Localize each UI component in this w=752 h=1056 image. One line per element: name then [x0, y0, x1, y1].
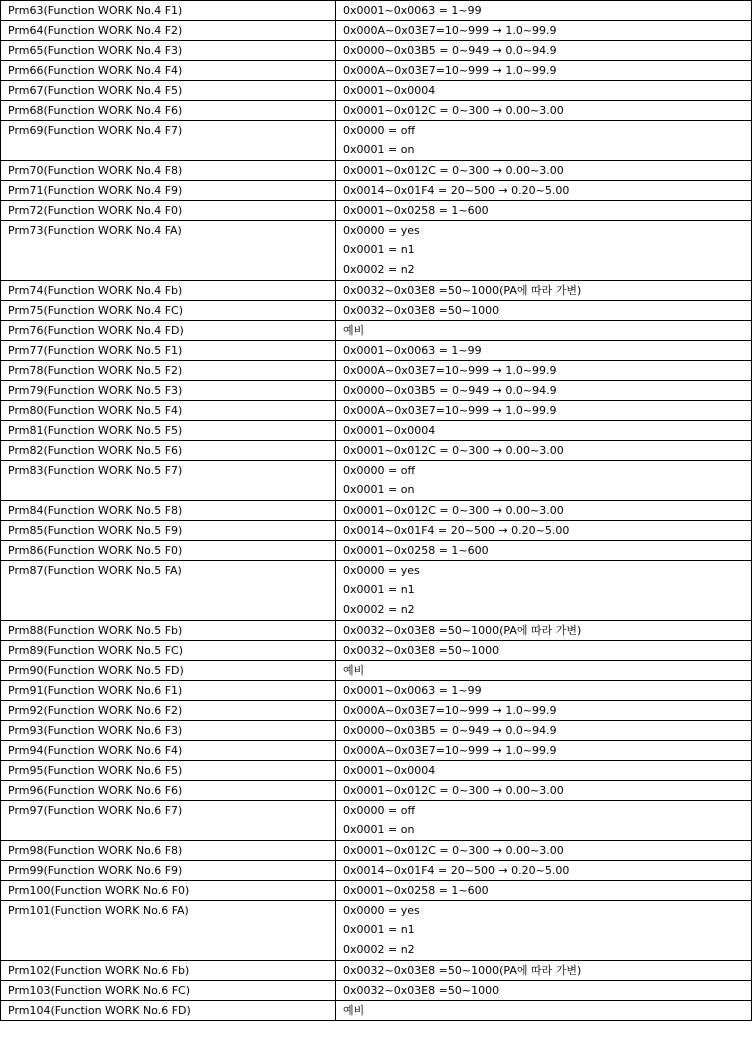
parameter-name: Prm92(Function WORK No.6 F2) [8, 704, 183, 717]
value-cell [336, 101, 752, 121]
parameter-cell [1, 521, 336, 541]
value-line: 0x0000 = off [343, 804, 416, 817]
value-cell [336, 801, 752, 841]
value-cell [336, 381, 752, 401]
parameter-name: Prm71(Function WORK No.4 F9) [8, 184, 183, 197]
table-row [1, 781, 752, 801]
parameter-name: Prm95(Function WORK No.6 F5) [8, 764, 183, 777]
parameter-name: Prm75(Function WORK No.4 FC) [8, 304, 184, 317]
table-row [1, 381, 752, 401]
parameter-cell [1, 961, 336, 981]
value-line: 0x0001~0x012C = 0~300 → 0.00~3.00 [343, 784, 564, 797]
value-cell [336, 281, 752, 301]
parameter-name: Prm83(Function WORK No.5 F7) [8, 464, 183, 477]
parameter-cell [1, 621, 336, 641]
table-row [1, 81, 752, 101]
parameter-cell [1, 981, 336, 1001]
parameter-cell [1, 161, 336, 181]
parameter-cell [1, 281, 336, 301]
parameter-cell [1, 881, 336, 901]
value-cell [336, 761, 752, 781]
parameter-name: Prm96(Function WORK No.6 F6) [8, 784, 183, 797]
parameter-cell [1, 801, 336, 841]
value-cell [336, 221, 752, 281]
parameter-cell [1, 681, 336, 701]
table-row [1, 721, 752, 741]
value-line: 0x0001~0x0004 [343, 84, 436, 97]
parameter-cell [1, 381, 336, 401]
table-row [1, 761, 752, 781]
value-cell [336, 61, 752, 81]
value-line: 0x0001 = on [343, 143, 415, 156]
table-row [1, 441, 752, 461]
value-cell [336, 741, 752, 761]
value-line: 0x0001 = n1 [343, 923, 415, 936]
value-cell [336, 901, 752, 961]
parameter-name: Prm104(Function WORK No.6 FD) [8, 1004, 191, 1017]
parameter-cell [1, 1001, 336, 1021]
value-cell [336, 121, 752, 161]
value-line: 0x000A~0x03E7=10~999 → 1.0~99.9 [343, 404, 557, 417]
value-cell [336, 41, 752, 61]
value-line: 0x0001~0x0063 = 1~99 [343, 684, 482, 697]
parameter-name: Prm80(Function WORK No.5 F4) [8, 404, 183, 417]
value-cell [336, 561, 752, 621]
parameter-cell [1, 21, 336, 41]
value-line: 0x0001~0x0063 = 1~99 [343, 344, 482, 357]
table-row [1, 841, 752, 861]
table-row [1, 881, 752, 901]
parameter-table-body [1, 1, 752, 1021]
value-line: 0x0032~0x03E8 =50~1000 [343, 984, 500, 997]
parameter-cell [1, 461, 336, 501]
parameter-cell [1, 181, 336, 201]
table-row [1, 801, 752, 841]
parameter-cell [1, 401, 336, 421]
value-line: 0x000A~0x03E7=10~999 → 1.0~99.9 [343, 704, 557, 717]
value-cell [336, 201, 752, 221]
value-cell [336, 841, 752, 861]
value-cell [336, 181, 752, 201]
parameter-name: Prm94(Function WORK No.6 F4) [8, 744, 183, 757]
parameter-cell [1, 561, 336, 621]
table-row [1, 41, 752, 61]
parameter-name: Prm91(Function WORK No.6 F1) [8, 684, 183, 697]
value-cell [336, 961, 752, 981]
parameter-cell [1, 361, 336, 381]
value-line: 0x0001~0x0004 [343, 424, 436, 437]
value-line: 0x000A~0x03E7=10~999 → 1.0~99.9 [343, 24, 557, 37]
value-line: 0x0000~0x03B5 = 0~949 → 0.0~94.9 [343, 44, 557, 57]
value-line: 0x0014~0x01F4 = 20~500 → 0.20~5.00 [343, 524, 570, 537]
parameter-name: Prm85(Function WORK No.5 F9) [8, 524, 183, 537]
table-row [1, 21, 752, 41]
value-line: 예비 [343, 1004, 365, 1017]
value-cell [336, 321, 752, 341]
parameter-cell [1, 641, 336, 661]
value-cell [336, 341, 752, 361]
table-row [1, 1001, 752, 1021]
parameter-name: Prm101(Function WORK No.6 FA) [8, 904, 189, 917]
table-row [1, 661, 752, 681]
parameter-name: Prm86(Function WORK No.5 F0) [8, 544, 183, 557]
parameter-cell [1, 201, 336, 221]
table-row [1, 521, 752, 541]
value-line: 0x0001~0x012C = 0~300 → 0.00~3.00 [343, 844, 564, 857]
value-cell [336, 521, 752, 541]
parameter-name: Prm99(Function WORK No.6 F9) [8, 864, 183, 877]
parameter-name: Prm103(Function WORK No.6 FC) [8, 984, 190, 997]
value-cell [336, 1001, 752, 1021]
parameter-name: Prm97(Function WORK No.6 F7) [8, 804, 183, 817]
value-line: 0x0001~0x012C = 0~300 → 0.00~3.00 [343, 104, 564, 117]
table-row [1, 301, 752, 321]
parameter-name: Prm68(Function WORK No.4 F6) [8, 104, 183, 117]
parameter-cell [1, 761, 336, 781]
parameter-name: Prm72(Function WORK No.4 F0) [8, 204, 183, 217]
value-line: 예비 [343, 324, 365, 337]
value-line: 0x0000 = off [343, 464, 416, 477]
value-cell [336, 501, 752, 521]
parameter-name: Prm63(Function WORK No.4 F1) [8, 4, 183, 17]
table-row [1, 621, 752, 641]
parameter-cell [1, 101, 336, 121]
parameter-name: Prm82(Function WORK No.5 F6) [8, 444, 183, 457]
value-line: 0x0002 = n2 [343, 603, 415, 616]
value-cell [336, 621, 752, 641]
value-line: 0x0032~0x03E8 =50~1000 [343, 644, 500, 657]
parameter-name: Prm88(Function WORK No.5 Fb) [8, 624, 183, 637]
value-cell [336, 461, 752, 501]
parameter-name: Prm100(Function WORK No.6 F0) [8, 884, 190, 897]
value-line: 0x000A~0x03E7=10~999 → 1.0~99.9 [343, 744, 557, 757]
parameter-cell [1, 661, 336, 681]
value-cell [336, 981, 752, 1001]
parameter-cell [1, 421, 336, 441]
value-cell [336, 21, 752, 41]
table-row [1, 701, 752, 721]
parameter-cell [1, 221, 336, 281]
table-row [1, 741, 752, 761]
value-line: 0x0032~0x03E8 =50~1000(PA에 따라 가변) [343, 624, 582, 637]
value-cell [336, 861, 752, 881]
parameter-cell [1, 861, 336, 881]
table-row [1, 341, 752, 361]
parameter-cell [1, 121, 336, 161]
parameter-name: Prm84(Function WORK No.5 F8) [8, 504, 183, 517]
parameter-name: Prm89(Function WORK No.5 FC) [8, 644, 184, 657]
value-line: 0x0032~0x03E8 =50~1000(PA에 따라 가변) [343, 964, 582, 977]
table-row [1, 161, 752, 181]
value-cell [336, 81, 752, 101]
value-cell [336, 681, 752, 701]
parameter-name: Prm70(Function WORK No.4 F8) [8, 164, 183, 177]
table-row [1, 101, 752, 121]
parameter-cell [1, 721, 336, 741]
table-row [1, 561, 752, 621]
value-cell [336, 301, 752, 321]
value-line: 0x0000 = off [343, 124, 416, 137]
value-line: 0x0001 = n1 [343, 583, 415, 596]
parameter-cell [1, 841, 336, 861]
table-row [1, 421, 752, 441]
parameter-name: Prm74(Function WORK No.4 Fb) [8, 284, 183, 297]
value-line: 0x0001 = n1 [343, 243, 415, 256]
parameter-name: Prm66(Function WORK No.4 F4) [8, 64, 183, 77]
parameter-name: Prm77(Function WORK No.5 F1) [8, 344, 183, 357]
parameter-name: Prm98(Function WORK No.6 F8) [8, 844, 183, 857]
parameter-name: Prm102(Function WORK No.6 Fb) [8, 964, 190, 977]
value-line: 0x0001~0x0063 = 1~99 [343, 4, 482, 17]
parameter-cell [1, 321, 336, 341]
value-cell [336, 661, 752, 681]
value-line: 0x0002 = n2 [343, 263, 415, 276]
value-cell [336, 161, 752, 181]
parameter-cell [1, 541, 336, 561]
value-line: 0x0014~0x01F4 = 20~500 → 0.20~5.00 [343, 864, 570, 877]
parameter-name: Prm90(Function WORK No.5 FD) [8, 664, 184, 677]
parameter-name: Prm67(Function WORK No.4 F5) [8, 84, 183, 97]
value-line: 0x0001~0x012C = 0~300 → 0.00~3.00 [343, 504, 564, 517]
parameter-name: Prm76(Function WORK No.4 FD) [8, 324, 184, 337]
parameter-name: Prm81(Function WORK No.5 F5) [8, 424, 183, 437]
value-line: 0x0032~0x03E8 =50~1000 [343, 304, 500, 317]
value-cell [336, 361, 752, 381]
parameter-name: Prm73(Function WORK No.4 FA) [8, 224, 182, 237]
table-row [1, 541, 752, 561]
parameter-cell [1, 61, 336, 81]
value-line: 0x0000~0x03B5 = 0~949 → 0.0~94.9 [343, 724, 557, 737]
value-line: 0x0001~0x012C = 0~300 → 0.00~3.00 [343, 444, 564, 457]
table-row [1, 221, 752, 281]
value-line: 0x0001 = on [343, 483, 415, 496]
parameter-name: Prm93(Function WORK No.6 F3) [8, 724, 183, 737]
table-row [1, 281, 752, 301]
value-cell [336, 441, 752, 461]
value-cell [336, 781, 752, 801]
value-line: 0x0000 = yes [343, 224, 420, 237]
parameter-name: Prm78(Function WORK No.5 F2) [8, 364, 183, 377]
value-line: 0x0032~0x03E8 =50~1000(PA에 따라 가변) [343, 284, 582, 297]
table-row [1, 501, 752, 521]
value-line: 0x0014~0x01F4 = 20~500 → 0.20~5.00 [343, 184, 570, 197]
parameter-cell [1, 901, 336, 961]
parameter-cell [1, 301, 336, 321]
value-cell [336, 401, 752, 421]
value-line: 0x0001~0x0258 = 1~600 [343, 544, 489, 557]
table-row [1, 981, 752, 1001]
value-line: 0x000A~0x03E7=10~999 → 1.0~99.9 [343, 64, 557, 77]
table-row [1, 401, 752, 421]
parameter-cell [1, 81, 336, 101]
table-row [1, 961, 752, 981]
value-line: 0x0000~0x03B5 = 0~949 → 0.0~94.9 [343, 384, 557, 397]
parameter-name: Prm69(Function WORK No.4 F7) [8, 124, 183, 137]
table-row [1, 901, 752, 961]
value-line: 0x0000 = yes [343, 564, 420, 577]
value-line: 0x0002 = n2 [343, 943, 415, 956]
value-line: 예비 [343, 664, 365, 677]
parameter-cell [1, 341, 336, 361]
value-line: 0x000A~0x03E7=10~999 → 1.0~99.9 [343, 364, 557, 377]
value-cell [336, 701, 752, 721]
table-row [1, 681, 752, 701]
value-line: 0x0001~0x0258 = 1~600 [343, 204, 489, 217]
table-row [1, 181, 752, 201]
table-row [1, 861, 752, 881]
parameter-cell [1, 741, 336, 761]
parameter-cell [1, 441, 336, 461]
value-line: 0x0001~0x012C = 0~300 → 0.00~3.00 [343, 164, 564, 177]
value-cell [336, 541, 752, 561]
table-row [1, 321, 752, 341]
value-line: 0x0001~0x0004 [343, 764, 436, 777]
parameter-cell [1, 781, 336, 801]
value-line: 0x0001 = on [343, 823, 415, 836]
parameter-cell [1, 501, 336, 521]
parameter-cell [1, 41, 336, 61]
value-cell [336, 1, 752, 21]
table-row [1, 1, 752, 21]
table-row [1, 361, 752, 381]
table-row [1, 641, 752, 661]
table-row [1, 201, 752, 221]
table-row [1, 121, 752, 161]
parameter-name: Prm64(Function WORK No.4 F2) [8, 24, 183, 37]
parameter-name: Prm87(Function WORK No.5 FA) [8, 564, 182, 577]
parameter-cell [1, 1, 336, 21]
value-cell [336, 881, 752, 901]
table-row [1, 461, 752, 501]
table-row [1, 61, 752, 81]
value-cell [336, 721, 752, 741]
value-line: 0x0001~0x0258 = 1~600 [343, 884, 489, 897]
parameter-name: Prm79(Function WORK No.5 F3) [8, 384, 183, 397]
value-cell [336, 421, 752, 441]
parameter-cell [1, 701, 336, 721]
parameter-name: Prm65(Function WORK No.4 F3) [8, 44, 183, 57]
value-cell [336, 641, 752, 661]
value-line: 0x0000 = yes [343, 904, 420, 917]
